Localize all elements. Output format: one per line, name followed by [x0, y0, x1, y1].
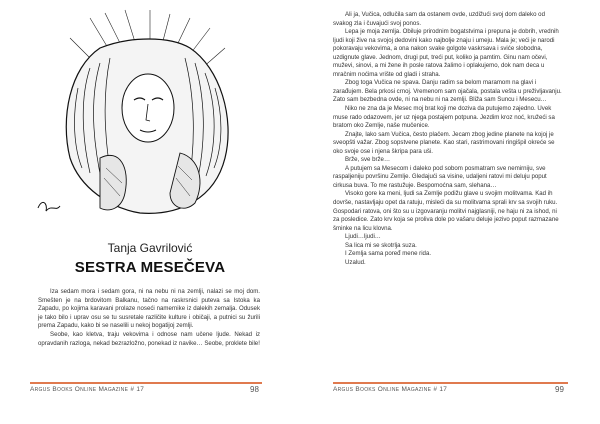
paragraph: Visoko gore ka meni, ljudi sa Zemlje podižu glave u svojim molitvama. Kad ih dovrše, nastavljaju opet da ratuju, misleći da su molitvama sprali krv sa svojih ruku. Gospodari ratova, oni što su u izgovaranju molitvi najglasniji, ne haju ni za ishod, ni za posledice. Zato krv koja se proliva dole po vašaru deluje jezivo poput razmazane šminke na licu klovna. [333, 190, 559, 232]
page-number: 98 [250, 385, 259, 394]
story-title: SESTRA MESEČEVA [74, 259, 226, 276]
verse-line: I Zemlja sama poređ mene rida. [345, 250, 432, 258]
left-body-text [38, 288, 260, 348]
verse-line: Sa lica mi se skotrlja suza. [345, 241, 417, 249]
paragraph: Znajte, lako sam Vučica, često plačem. Jecam zbog jedine planete na kojoj je sveopšti važar. Zbog sopstvene planete. Kao stari, rastrimovani ringišpil okreće se oko svoje ose i njena škripa para uši. [333, 130, 555, 155]
paragraph: Ali ja, Vučica, odlučila sam da ostanem ovde, uzdižući svoj dom dalеko od svakog zla i čuvajući svoj ponos. [333, 11, 545, 27]
page-number: 99 [555, 385, 564, 394]
paragraph: A putujem sa Mesecom i daleko pod sobom posmatram sve nemirniju, sve raspaljeniju površinu Zemlje. Gledajući sa visine, udaljeni ratovi mi deluju poput cirkusa buva. To me rastužuje. Bespomoćna sam, slehana… [333, 164, 547, 189]
paragraph: Brže, sve brže… [345, 156, 391, 164]
verse-line: Uzalud. [345, 258, 366, 266]
paragraph: Seobe, kao kletva, traju vekovima i odnose nam učene ljude. Nekad iz opravdanih razloga, nekad bezrazložno, ponekad iz navike… Seobe, proklete bile! [38, 330, 260, 347]
paragraph: Iza sedam mora i sedam gora, ni na nebu ni na zemlji, nalazi se moj dom. Smešten je na brdovitom Balkanu, tačno na raskrsnici puteva sa Istoka ka Zapadu, po kojima karavani prolaze noseći namernike iz dalekih zemalja. Odusek je tako bilo i uprav osu se tu susretale različite kulture i običaji, a putnici su žurili prema Zapadu, kako bi se naselili u nekoj bogatijoj zemlji. [38, 288, 260, 330]
verse-line: Ljudi…ljudi… [345, 233, 381, 241]
magazine-footer: Argus Books Online Magazine # 17 [30, 386, 145, 393]
right-body-text [333, 11, 563, 267]
paragraph: Lepa je moja zemlja. Obiluje prirodnim bogatstvima i prepuna je dobrih, vrednih ljudi koji žive na svojoj dedovini kako najbolje znaju i umeju. Mala je; veći je narodi pokoravaju vekovima, a ona nakon svake golgote vaskrsava i sviće slobodna, uzdignute glave. Jednom, drugi put, treći put, koliko ja pamtim. Ginu nam očevi, muževi, sinovi, a mi žene ih posle ratova žalimo i oplakujemo, dok nam deca u mračnim noćima vrište od gladi i straha. [333, 28, 559, 78]
paragraph: Zbog toga Vučica ne spava. Danju radim sa belom maramom na glavi i zarađujem. Bela prkosi crnoj. Vremenom sam ojačala, postala vešta u preživljavanju. Zato sam bezbedna ovde, ni na nebu ni na zemlji. Bliža sam Suncu i Mesecu… [333, 79, 562, 104]
paragraph: Niko ne zna da je Mesec moj brat koji me doziva da putujemo zajedno. Uvek muse rado odazovem, jer uz njega postajem potpuna. Jezdim kroz noć, kružeći sa bratom oko Zemlje, naše mučenice. [333, 105, 555, 130]
author-name: Tanja Gavrilović [107, 241, 193, 255]
magazine-footer: Argus Books Online Magazine # 17 [333, 386, 448, 393]
footer-rule [30, 382, 262, 384]
ink-illustration [30, 8, 255, 226]
footer-rule [333, 382, 568, 384]
right-page [300, 0, 600, 424]
